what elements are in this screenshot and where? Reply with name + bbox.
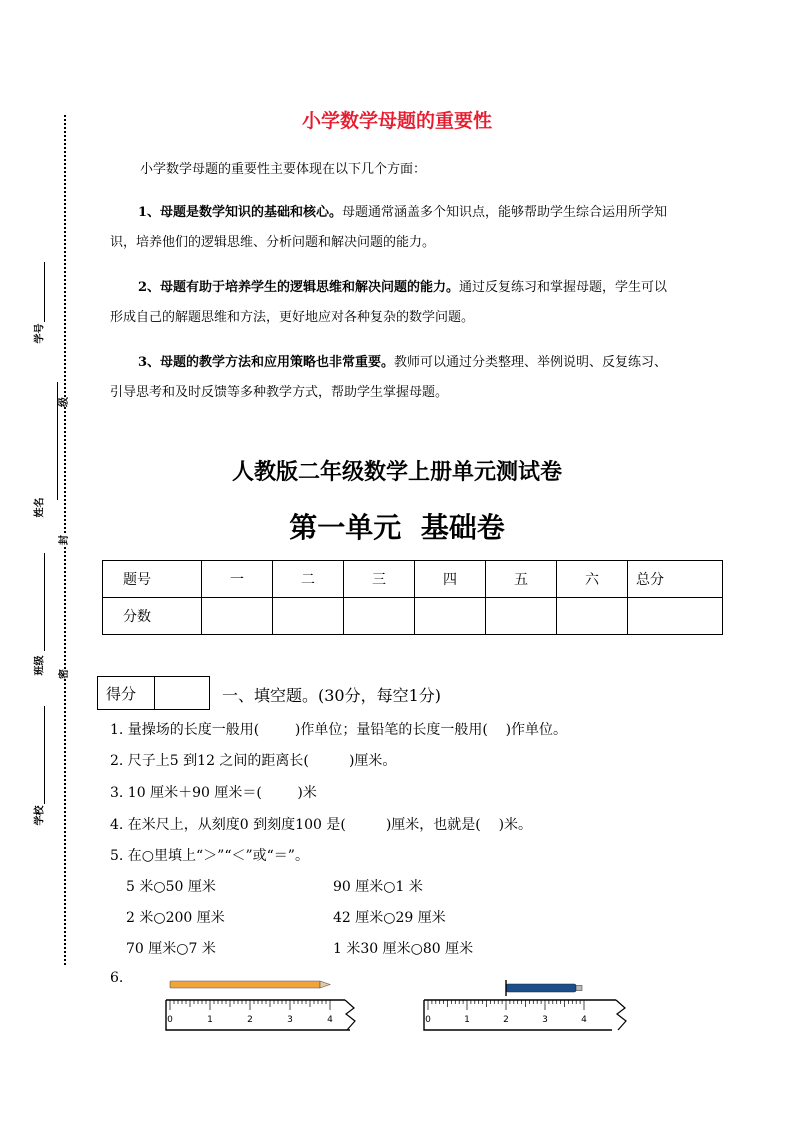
student-no-blank [44,262,45,322]
question-5: 5. 在○里填上“＞”“＜”或“＝”。 [110,848,309,864]
defen-input[interactable] [155,677,210,710]
ruler-tick-label: 2 [503,1015,509,1025]
score-cell-header: 题号 [103,561,202,598]
intro-lead: 小学数学母题的重要性主要体现在以下几个方面： [140,162,427,177]
section-1-title: 一、填空题。(30分，每空1分) [222,686,442,705]
ruler-tick-label: 4 [327,1015,333,1025]
question-3: 3. 10 厘米＋90 厘米＝( )米 [110,785,317,801]
intro-point-1 [110,198,715,258]
point-text-cont: 形成自己的解题思维和方法，更好地应对各种复杂的数学问题。 [110,310,475,325]
compare-item: 2 米○200 厘米 [126,910,225,926]
point-text: 教师可以通过分类整理、举例说明、反复练习、 [394,355,668,370]
ruler-tick-label: 3 [287,1015,293,1025]
class-blank [44,553,45,651]
score-cell-header: 四 [415,561,486,598]
seal-char: 封 [59,535,70,545]
point-head: 1、母题是数学知识的基础和核心。 [138,205,343,220]
question-1: 1. 量操场的长度一般用( )作单位；量铅笔的长度一般用( )作单位。 [110,722,568,738]
score-input-cell[interactable] [486,598,557,635]
point-text: 通过反复练习和掌握母题，学生可以 [459,280,668,295]
score-cell-header: 二 [273,561,344,598]
class-level-char: 级 [59,397,70,407]
score-cell-header: 一 [202,561,273,598]
compare-item: 90 厘米○1 米 [333,879,423,895]
score-input-cell[interactable] [415,598,486,635]
score-table-header-row [103,561,723,598]
pencil-icon [170,981,330,988]
score-cell-header: 五 [486,561,557,598]
intro-title: 小学数学母题的重要性 [301,110,492,132]
ruler-tick-label: 1 [207,1015,213,1025]
question-2: 2. 尺子上5 到12 之间的距离长( )厘米。 [110,753,397,769]
point-head: 2、母题有助于培养学生的逻辑思维和解决问题的能力。 [138,280,460,295]
student-no-label: 学号 [34,323,46,344]
intro-point-2 [110,273,715,333]
score-row-label: 分数 [103,598,202,635]
score-table [102,560,723,635]
score-table-score-row [103,598,723,635]
question-4: 4. 在米尺上，从刻度0 到刻度100 是( )厘米，也就是( )米。 [110,817,533,833]
ruler-tick-label: 0 [167,1015,173,1025]
point-text: 母题通常涵盖多个知识点，能够帮助学生综合运用所学知 [342,205,668,220]
ruler-tick-label: 4 [581,1015,587,1025]
name-label: 姓名 [34,497,46,518]
score-input-cell[interactable] [202,598,273,635]
school-label: 学校 [34,805,46,826]
point-head: 3、母题的教学方法和应用策略也非常重要。 [138,355,395,370]
compare-item: 42 厘米○29 厘米 [333,910,446,926]
score-input-cell[interactable] [273,598,344,635]
score-cell-header: 六 [557,561,628,598]
class-label: 班级 [34,655,46,676]
compare-item: 5 米○50 厘米 [126,879,216,895]
ruler-left [166,1000,355,1030]
score-cell-header: 三 [344,561,415,598]
compare-item: 70 厘米○7 米 [126,941,216,957]
point-text-cont: 识，培养他们的逻辑思维、分析问题和解决问题的能力。 [110,235,436,250]
defen-label: 得分 [98,677,155,710]
score-input-cell[interactable] [344,598,415,635]
compare-item: 1 米30 厘米○80 厘米 [333,941,474,957]
secret-char: 密 [59,669,70,679]
score-input-cell[interactable] [557,598,628,635]
school-blank [44,706,45,804]
exam-subtitle: 第一单元 基础卷 [289,511,505,544]
score-input-cell[interactable] [628,598,723,635]
pen-icon [506,980,582,996]
ruler-tick-label: 0 [425,1015,431,1025]
intro-point-3 [110,348,715,408]
ruler-pencil-figure [160,968,370,1044]
score-cell-header: 总分 [628,561,723,598]
defen-box [97,676,210,710]
ruler-pen-figure [418,968,632,1044]
exam-title: 人教版二年级数学上册单元测试卷 [231,459,562,485]
ruler-tick-label: 2 [247,1015,253,1025]
point-text-cont: 引导思考和及时反馈等多种教学方式，帮助学生掌握母题。 [110,385,449,400]
ruler-tick-label: 1 [464,1015,470,1025]
question-6-label: 6. [110,970,124,986]
ruler-right [424,1000,626,1030]
ruler-tick-label: 3 [542,1015,548,1025]
